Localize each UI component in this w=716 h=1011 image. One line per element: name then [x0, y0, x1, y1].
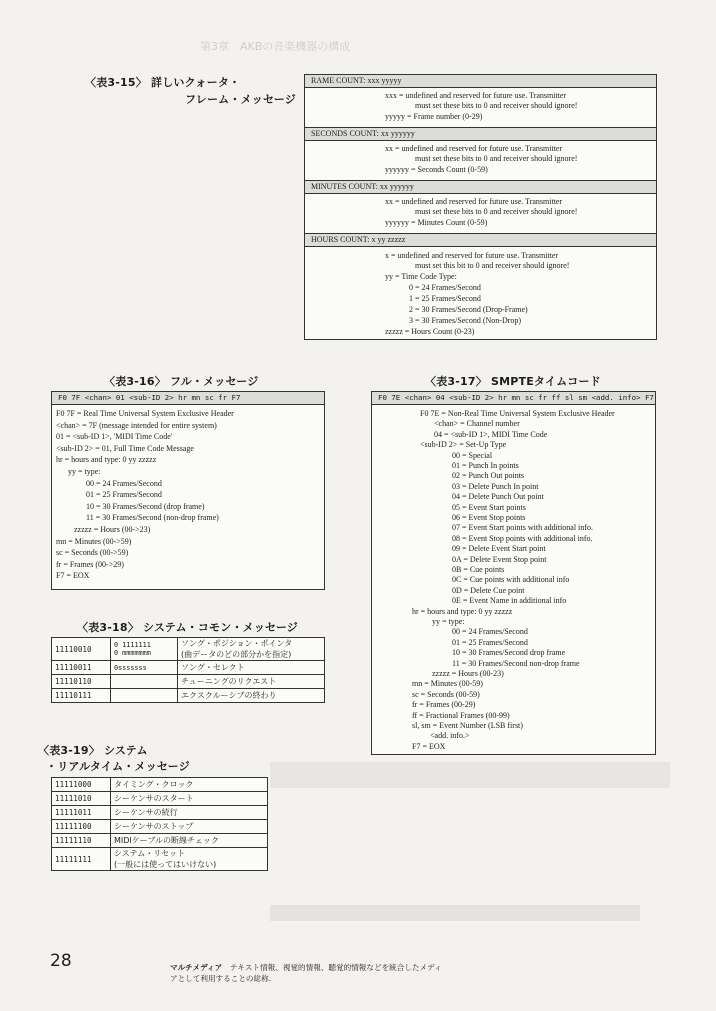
- smpte-line: 09 = Delete Event Start point: [452, 544, 546, 554]
- table-3-17-caption: 〈表3-17〉 SMPTEタイムコード: [425, 375, 601, 388]
- seconds-line: must set these bits to 0 and receiver should ignore!: [415, 154, 578, 163]
- table-3-16-caption: 〈表3-16〉 フル・メッセージ: [104, 375, 259, 388]
- message-desc: MIDIケーブルの断線チェック: [111, 834, 268, 848]
- page-number: 28: [50, 951, 72, 971]
- data-bytes: [111, 689, 178, 703]
- status-byte: 11110011: [52, 661, 111, 675]
- hours-line: 1 = 25 Frames/Second: [409, 294, 481, 303]
- table-row: [52, 638, 325, 661]
- table-row: [52, 820, 268, 834]
- table-row: [52, 778, 268, 792]
- smpte-line: 0A = Delete Event Stop point: [452, 554, 547, 564]
- message-desc: シーケンサのスタート: [111, 792, 268, 806]
- status-byte: 11111111: [52, 848, 111, 871]
- smpte-line: hr = hours and type: 0 yy zzzzz: [412, 606, 513, 616]
- smpte-line: 03 = Delete Punch In point: [452, 481, 539, 491]
- message-desc: システム・リセット (一般には使ってはいけない): [111, 848, 268, 871]
- message-desc: シーケンサの続行: [111, 806, 268, 820]
- full-message-line: 01 = <sub-ID 1>, 'MIDI Time Code': [56, 432, 173, 442]
- smpte-line: F0 7E = Non-Real Time Universal System Exclusive Header: [420, 409, 615, 418]
- smpte-line: 06 = Event Stop points: [452, 513, 526, 522]
- smpte-line: 04 = Delete Punch Out point: [452, 492, 544, 502]
- message-desc: タイミング・クロック: [111, 778, 268, 792]
- table-row: [52, 675, 325, 689]
- table-row: [52, 834, 268, 848]
- smpte-line: zzzzz = Hours (00-23): [432, 669, 504, 678]
- status-byte: 11111110: [52, 834, 111, 848]
- data-bytes: [111, 675, 178, 689]
- hours-line: zzzzz = Hours Count (0-23): [385, 327, 475, 336]
- full-message-line: <chan> = 7F (message intended for entire system): [56, 420, 217, 430]
- table-3-15-caption-2: フレーム・メッセージ: [185, 93, 296, 106]
- smpte-line: 01 = Punch In points: [452, 461, 519, 470]
- full-message-line: zzzzz = Hours (00->23): [74, 525, 151, 534]
- full-message-line: sc = Seconds (00->59): [56, 548, 129, 558]
- smpte-line: 0E = Event Name in additional info: [452, 596, 567, 606]
- smpte-line: <add. info.>: [430, 731, 470, 741]
- footer-note: [170, 962, 442, 984]
- smpte-line: 00 = Special: [452, 450, 493, 460]
- hours-line: yy = Time Code Type:: [385, 272, 457, 281]
- full-message-line: yy = type:: [68, 467, 101, 476]
- message-desc: チューニングのリクエスト: [178, 675, 325, 689]
- smpte-line: 01 = 25 Frames/Second: [452, 637, 528, 647]
- table-row: [52, 689, 325, 703]
- status-byte: 11111010: [52, 792, 111, 806]
- minutes-line: yyyyyy = Minutes Count (0-59): [385, 218, 488, 227]
- full-message-header: F0 7F <chan> 01 <sub-ID 2> hr mn sc fr F7: [52, 392, 324, 405]
- status-byte: 11110010: [52, 638, 111, 661]
- table-row: [52, 661, 325, 675]
- smpte-line: F7 = EOX: [412, 741, 446, 751]
- smpte-line: 07 = Event Start points with additional info.: [452, 523, 593, 533]
- seconds-line: xx = undefined and reserved for future use. Transmitter: [385, 144, 563, 153]
- smpte-line: 0B = Cue points: [452, 565, 505, 574]
- full-message-line: 00 = 24 Frames/Second: [86, 478, 162, 488]
- smpte-line: 00 = 24 Frames/Second: [452, 627, 528, 637]
- minutes-line: xx = undefined and reserved for future use. Transmitter: [385, 197, 563, 206]
- full-message-line: mn = Minutes (00->59): [56, 536, 132, 546]
- smpte-line: 05 = Event Start points: [452, 502, 526, 512]
- data-bytes: 0 1111111 0 mmmmmmm: [111, 638, 178, 661]
- bleed-through-band: [270, 762, 670, 788]
- table-3-18-caption: 〈表3-18〉 システム・コモン・メッセージ: [77, 621, 298, 634]
- full-message-line: fr = Frames (00->29): [56, 559, 124, 569]
- smpte-line: 0D = Delete Cue point: [452, 585, 525, 595]
- bleed-through-header: 第3章 AKBの音楽機器の構成: [200, 40, 351, 53]
- data-bytes: 0sssssss: [111, 661, 178, 675]
- system-realtime-table: [51, 777, 268, 871]
- footer-line2: アとして利用することの総称.: [170, 974, 272, 983]
- message-desc: ソング・ポジション・ポインタ (曲データのどの部分かを指定): [178, 638, 325, 661]
- table-row: [52, 848, 268, 871]
- smpte-line: mn = Minutes (00-59): [412, 679, 483, 689]
- smpte-line: <sub-ID 2> = Set-Up Type: [420, 440, 507, 450]
- message-desc: ソング・セレクト: [178, 661, 325, 675]
- smpte-line: 08 = Event Stop points with additional info.: [452, 533, 593, 543]
- status-byte: 11111100: [52, 820, 111, 834]
- minutes-line: must set these bits to 0 and receiver should ignore!: [415, 207, 578, 216]
- smpte-line: 02 = Punch Out points: [452, 471, 525, 481]
- minutes-count-header: MINUTES COUNT: xx yyyyyy: [305, 180, 656, 194]
- full-message-line: 11 = 30 Frames/Second (non-drop frame): [86, 513, 219, 523]
- status-byte: 11111011: [52, 806, 111, 820]
- full-message-line: hr = hours and type: 0 yy zzzzz: [56, 455, 157, 465]
- smpte-line: sc = Seconds (00-59): [412, 689, 480, 699]
- smpte-line: yy = type:: [432, 617, 465, 626]
- seconds-line: yyyyyy = Seconds Count (0-59): [385, 165, 488, 174]
- table-3-15-caption: 〈表3-15〉 詳しいクォータ・: [85, 76, 241, 89]
- full-message-line: 10 = 30 Frames/Second (drop frame): [86, 501, 205, 511]
- smpte-line: 0C = Cue points with additional info: [452, 575, 570, 585]
- frame-line: must set these bits to 0 and receiver should ignore!: [415, 101, 578, 110]
- full-message-table: [51, 391, 325, 590]
- status-byte: 11110110: [52, 675, 111, 689]
- smpte-header: F0 7E <chan> 04 <sub-ID 2> hr mn sc fr ff sl sm <add. info> F7: [372, 392, 655, 405]
- status-byte: 11111000: [52, 778, 111, 792]
- table-row: [52, 792, 268, 806]
- message-desc: エクスクルーシブの終わり: [178, 689, 325, 703]
- bleed-through-band: [270, 905, 640, 921]
- frame-line: xxx = undefined and reserved for future use. Transmitter: [385, 91, 567, 100]
- message-desc: シーケンサのストップ: [111, 820, 268, 834]
- footer-line1: テキスト情報、視覚的情報、聴覚的情報などを統合したメディ: [229, 963, 442, 972]
- quarter-frame-table: [304, 74, 657, 340]
- smpte-line: 04 = <sub-ID 1>, MIDI Time Code: [434, 429, 548, 439]
- table-row: [52, 806, 268, 820]
- hours-line: 3 = 30 Frames/Second (Non-Drop): [409, 316, 522, 325]
- full-message-line: F7 = EOX: [56, 571, 90, 581]
- hours-line: 0 = 24 Frames/Second: [409, 283, 481, 292]
- smpte-line: 10 = 30 Frames/Second drop frame: [452, 648, 566, 658]
- smpte-line: <chan> = Channel number: [434, 419, 520, 429]
- table-3-19-caption-2: ・リアルタイム・メッセージ: [46, 760, 190, 773]
- full-message-line: <sub-ID 2> = 01, Full Time Code Message: [56, 443, 194, 453]
- frame-count-header: RAME COUNT: xxx yyyyy: [305, 75, 656, 88]
- hours-line: must set this bit to 0 and receiver should ignore!: [415, 261, 570, 270]
- hours-line: x = undefined and reserved for future use. Transmitter: [385, 251, 559, 260]
- smpte-line: sl, sm = Event Number (LSB first): [412, 721, 523, 730]
- smpte-line: 11 = 30 Frames/Second non-drop frame: [452, 658, 580, 668]
- smpte-line: ff = Fractional Frames (00-99): [412, 710, 510, 720]
- hours-count-header: HOURS COUNT: x yy zzzzz: [305, 233, 656, 247]
- full-message-line: 01 = 25 Frames/Second: [86, 490, 162, 500]
- hours-line: 2 = 30 Frames/Second (Drop-Frame): [409, 305, 528, 314]
- footer-term: マルチメディア: [170, 963, 223, 972]
- table-3-19-caption: 〈表3-19〉 システム: [38, 744, 148, 757]
- frame-line: yyyyy = Frame number (0-29): [385, 112, 483, 121]
- smpte-line: fr = Frames (00-29): [412, 700, 476, 710]
- smpte-table: [371, 391, 656, 755]
- full-message-line: F0 7F = Real Time Universal System Exclusive Header: [56, 409, 234, 418]
- seconds-count-header: SECONDS COUNT: xx yyyyyy: [305, 127, 656, 141]
- status-byte: 11110111: [52, 689, 111, 703]
- system-common-table: [51, 637, 325, 703]
